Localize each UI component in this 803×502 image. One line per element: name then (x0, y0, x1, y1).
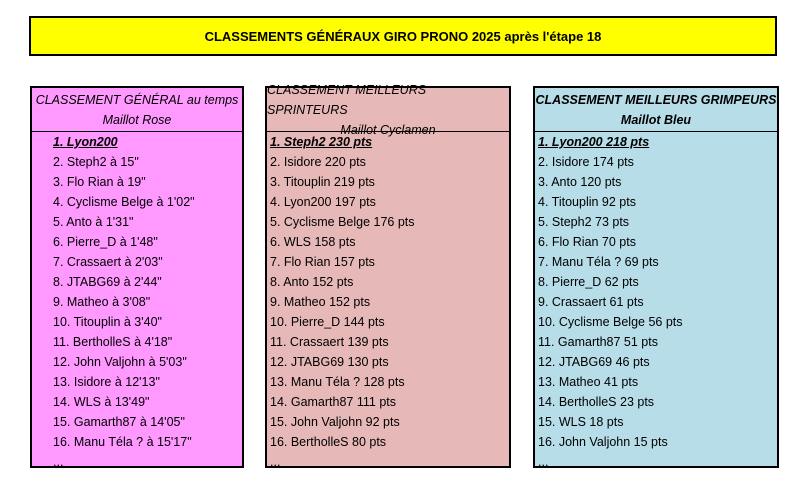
ranking-list (32, 132, 242, 472)
ranking-item: 4. Cyclisme Belge à 1'02" (53, 195, 195, 209)
ranking-item: 5. Steph2 73 pts (538, 215, 630, 229)
ranking-item: 10. Pierre_D 144 pts (270, 315, 385, 329)
panel-title: CLASSEMENT GÉNÉRAL au temps (35, 92, 239, 107)
ranking-item: 16. BertholleS 80 pts (270, 435, 387, 449)
panel-subtitle: Maillot Rose (102, 112, 172, 127)
ranking-item: 4. Lyon200 197 pts (270, 195, 376, 209)
ranking-item: 11. Gamarth87 51 pts (538, 335, 658, 349)
ranking-leader: 1. Steph2 230 pts (270, 135, 373, 149)
panel-header (32, 88, 242, 132)
ranking-item: 3. Titouplin 219 pts (270, 175, 375, 189)
ranking-item: 9. Matheo à 3'08" (53, 295, 151, 309)
ranking-item: 3. Anto 120 pts (538, 175, 622, 189)
ranking-leader: 1. Lyon200 (53, 135, 118, 149)
panel-header (267, 82, 509, 137)
ranking-item: 4. Titouplin 92 pts (538, 195, 636, 209)
general-classification-panel (30, 86, 244, 468)
page-title-banner (29, 16, 777, 56)
ranking-item: 8. Pierre_D 62 pts (538, 275, 639, 289)
panel-subtitle: Maillot Bleu (620, 112, 692, 127)
ranking-item: 13. Isidore à 12'13" (53, 375, 160, 389)
ranking-item: 2. Isidore 174 pts (538, 155, 634, 169)
panel-title: CLASSEMENT MEILLEURS GRIMPEURS (535, 92, 777, 107)
ranking-item: 13. Manu Téla ? 128 pts (270, 375, 405, 389)
ranking-item: 5. Cyclisme Belge 176 pts (270, 215, 415, 229)
ranking-item: 7. Crassaert à 2'03" (53, 255, 163, 269)
ranking-item: ... (53, 455, 64, 469)
panel-title: CLASSEMENT MEILLEURS SPRINTEURS (267, 82, 427, 117)
ranking-item: 12. John Valjohn à 5'03" (53, 355, 187, 369)
ranking-item: ... (270, 455, 281, 469)
ranking-item: 13. Matheo 41 pts (538, 375, 639, 389)
ranking-item: 10. Cyclisme Belge 56 pts (538, 315, 683, 329)
ranking-item: 14. BertholleS 23 pts (538, 395, 655, 409)
ranking-item: 11. BertholleS à 4'18" (53, 335, 173, 349)
ranking-item: 7. Manu Téla ? 69 pts (538, 255, 659, 269)
page-title: CLASSEMENTS GÉNÉRAUX GIRO PRONO 2025 après l'étape 18 (204, 28, 602, 44)
ranking-item: 8. Anto 152 pts (270, 275, 354, 289)
ranking-item: 16. John Valjohn 15 pts (538, 435, 668, 449)
ranking-item: 15. John Valjohn 92 pts (270, 415, 400, 429)
ranking-item: 16. Manu Téla ? à 15'17" (53, 435, 192, 449)
ranking-item: 14. Gamarth87 111 pts (270, 395, 397, 409)
ranking-item: 3. Flo Rian à 19" (53, 175, 146, 189)
ranking-item: 15. WLS 18 pts (538, 415, 624, 429)
ranking-item: 9. Crassaert 61 pts (538, 295, 644, 309)
ranking-list (535, 132, 777, 472)
ranking-item: 12. JTABG69 130 pts (270, 355, 389, 369)
ranking-list (267, 132, 509, 472)
ranking-item: 7. Flo Rian 157 pts (270, 255, 375, 269)
panel-subtitle: Maillot Cyclamen (340, 122, 436, 137)
ranking-item: 8. JTABG69 à 2'44" (53, 275, 162, 289)
ranking-item: 2. Steph2 à 15" (53, 155, 139, 169)
ranking-leader: 1. Lyon200 218 pts (538, 135, 650, 149)
ranking-item: 2. Isidore 220 pts (270, 155, 366, 169)
ranking-item: 10. Titouplin à 3'40" (53, 315, 162, 329)
ranking-item: 6. WLS 158 pts (270, 235, 356, 249)
ranking-item: 15. Gamarth87 à 14'05" (53, 415, 185, 429)
ranking-item: 11. Crassaert 139 pts (270, 335, 389, 349)
ranking-item: 6. Flo Rian 70 pts (538, 235, 636, 249)
climbers-classification-panel (533, 86, 779, 468)
ranking-item: 12. JTABG69 46 pts (538, 355, 650, 369)
ranking-item: 6. Pierre_D à 1'48" (53, 235, 158, 249)
ranking-item: ... (538, 455, 549, 469)
ranking-item: 14. WLS à 13'49" (53, 395, 150, 409)
sprinters-classification-panel (265, 82, 511, 469)
ranking-item: 9. Matheo 152 pts (270, 295, 371, 309)
ranking-item: 5. Anto à 1'31" (53, 215, 134, 229)
panel-header (535, 88, 777, 132)
